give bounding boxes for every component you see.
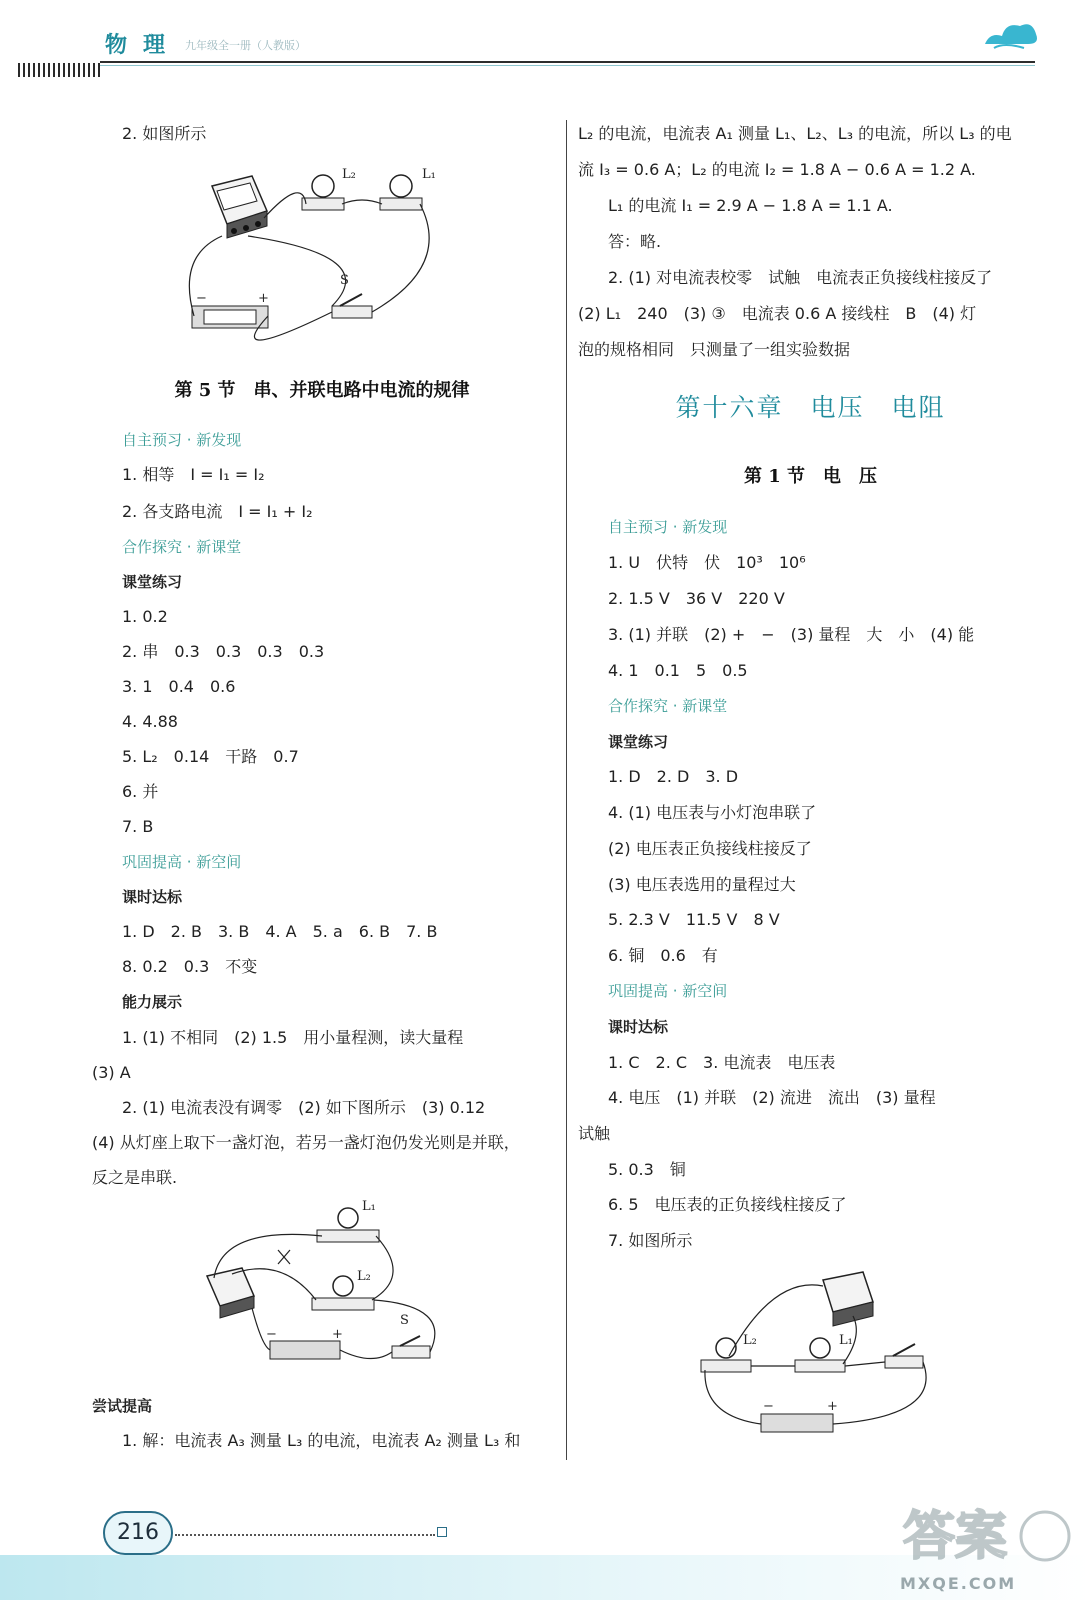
bulb-l1-icon <box>795 1338 845 1372</box>
answer-line: 3. 1 0.4 0.6 <box>122 677 236 696</box>
subheading-preview: 自主预习 · 新发现 <box>122 431 242 449</box>
answer-line: 1. (1) 不相同 (2) 1.5 用小量程测，读大量程 <box>122 1028 464 1047</box>
label-l1: L₁ <box>422 167 436 182</box>
answer-line: 流 I₃ = 0.6 A；L₂ 的电流 I₂ = 1.8 A − 0.6 A = 1.2 A. <box>578 160 976 179</box>
answer-line: (2) L₁ 240 (3) ③ 电流表 0.6 A 接线柱 B (4) 灯 <box>578 304 977 323</box>
switch-icon <box>332 294 372 318</box>
battery-minus: − <box>266 1327 277 1342</box>
answer-line: 2. 1.5 V 36 V 220 V <box>608 589 785 608</box>
answer-line: 反之是串联. <box>92 1168 178 1187</box>
section-title: 第 5 节 串、并联电路中电流的规律 <box>174 380 470 401</box>
subheading-class: 课堂练习 <box>122 573 183 591</box>
label-l2: L₂ <box>357 1269 371 1284</box>
label-l1: L₁ <box>839 1333 853 1348</box>
subheading-coop: 合作探究 · 新课堂 <box>608 697 728 715</box>
subheading-class: 课堂练习 <box>608 733 669 751</box>
label-l2: L₂ <box>743 1333 757 1348</box>
answer-line: 6. 铜 0.6 有 <box>608 946 718 965</box>
header-subtitle: 九年级全一册（人教版） <box>185 39 306 52</box>
voltmeter-icon <box>823 1272 873 1326</box>
answer-line: 2. (1) 电流表没有调零 (2) 如下图所示 (3) 0.12 <box>122 1098 486 1117</box>
answer-line: (4) 从灯座上取下一盏灯泡，若另一盏灯泡仍发光则是并联， <box>92 1133 520 1152</box>
chapter-title: 第十六章 电压 电阻 <box>675 393 946 422</box>
answer-line: 4. 电压 (1) 并联 (2) 流进 流出 (3) 量程 <box>608 1088 936 1107</box>
answer-line: 泡的规格相同 只测量了一组实验数据 <box>578 340 851 359</box>
answer-line: 2. 各支路电流 I = I₁ + I₂ <box>122 502 313 521</box>
subheading-ability: 能力展示 <box>122 993 183 1011</box>
answer-line: 7. B <box>122 817 154 836</box>
label-s: S <box>400 1313 409 1328</box>
answer-line: 4. (1) 电压表与小灯泡串联了 <box>608 803 817 822</box>
column-divider <box>566 120 567 1460</box>
footer-box <box>437 1527 447 1537</box>
battery-minus: − <box>763 1399 774 1414</box>
answer-line: 6. 5 电压表的正负接线柱接反了 <box>608 1195 847 1214</box>
subheading-coop: 合作探究 · 新课堂 <box>122 538 242 556</box>
header-rule-thin <box>100 65 1035 66</box>
battery-icon <box>761 1414 833 1432</box>
battery-icon <box>192 306 268 328</box>
answer-line: (2) 电压表正负接线柱接反了 <box>608 839 812 858</box>
switch-icon <box>392 1336 430 1358</box>
header-rule <box>100 61 1035 63</box>
battery-minus: − <box>196 291 207 306</box>
answer-line: 1. D 2. B 3. B 4. A 5. a 6. B 7. B <box>122 922 438 941</box>
answer-line: 2. (1) 对电流表校零 试触 电流表正负接线柱接反了 <box>608 268 993 287</box>
answer-line: 2. 串 0.3 0.3 0.3 0.3 <box>122 642 325 661</box>
circuit-diagram-3 <box>693 1266 953 1441</box>
label-s: S <box>340 273 349 288</box>
label-l1: L₁ <box>362 1199 376 1214</box>
bulb-l2-icon <box>302 175 344 210</box>
answer-line: 答：略. <box>608 232 662 251</box>
answer-line: (3) 电压表选用的量程过大 <box>608 875 796 894</box>
answer-line: 1. U 伏特 伏 10³ 10⁶ <box>608 553 806 572</box>
page-number: 216 <box>103 1511 173 1555</box>
watermark-text: MXQE.COM <box>900 1574 1017 1593</box>
subheading-standard: 课时达标 <box>608 1018 669 1036</box>
label-l2: L₂ <box>342 167 356 182</box>
answer-line: 2. 如图所示 <box>122 124 207 143</box>
answer-line: 6. 并 <box>122 782 159 801</box>
battery-icon <box>270 1341 340 1359</box>
answer-line: 1. 相等 I = I₁ = I₂ <box>122 465 265 484</box>
answer-line: 4. 1 0.1 5 0.5 <box>608 661 748 680</box>
cloud-icon <box>980 14 1040 54</box>
answer-line: 试触 <box>578 1124 611 1143</box>
battery-plus: + <box>827 1399 838 1414</box>
header-title: 物理 <box>105 32 182 58</box>
answer-line: 1. C 2. C 3. 电流表 电压表 <box>608 1053 836 1072</box>
switch-icon <box>885 1344 923 1368</box>
answer-line: 7. 如图所示 <box>608 1231 693 1250</box>
barcode-decoration <box>18 63 100 77</box>
answer-line: 5. L₂ 0.14 干路 0.7 <box>122 747 299 766</box>
ammeter-icon <box>212 176 267 238</box>
section-title: 第 1 节 电 压 <box>743 466 878 487</box>
footer-dots <box>175 1534 435 1536</box>
page-header <box>0 0 1040 80</box>
answer-line: 4. 4.88 <box>122 712 178 731</box>
svg-text:答案: 答案 <box>903 1507 1008 1567</box>
answer-line: 1. 0.2 <box>122 607 168 626</box>
subheading-consolidate: 巩固提高 · 新空间 <box>608 982 728 1000</box>
subheading-try: 尝试提高 <box>92 1397 153 1415</box>
subheading-standard: 课时达标 <box>122 888 183 906</box>
answer-line: 5. 2.3 V 11.5 V 8 V <box>608 910 780 929</box>
bulb-l1-icon <box>380 175 422 210</box>
answer-line: 5. 0.3 铜 <box>608 1160 686 1179</box>
answer-line: 1. D 2. D 3. D <box>608 767 739 786</box>
answer-line: L₁ 的电流 I₁ = 2.9 A − 1.8 A = 1.1 A. <box>608 196 893 215</box>
subheading-consolidate: 巩固提高 · 新空间 <box>122 853 242 871</box>
answer-line: L₂ 的电流，电流表 A₁ 测量 L₁、L₂、L₃ 的电流，所以 L₃ 的电 <box>578 124 1012 143</box>
answer-line: 3. (1) 并联 (2) + − (3) 量程 大 小 (4) 能 <box>608 625 975 644</box>
answer-line: 8. 0.2 0.3 不变 <box>122 957 258 976</box>
battery-plus: + <box>258 291 269 306</box>
circuit-diagram-1 <box>182 156 462 356</box>
subheading-preview: 自主预习 · 新发现 <box>608 518 728 536</box>
battery-plus: + <box>332 1327 343 1342</box>
answer-line: (3) A <box>92 1063 131 1082</box>
answer-line: 1. 解：电流表 A₃ 测量 L₃ 的电流，电流表 A₂ 测量 L₃ 和 <box>122 1431 521 1450</box>
circuit-diagram-2 <box>192 1196 452 1376</box>
